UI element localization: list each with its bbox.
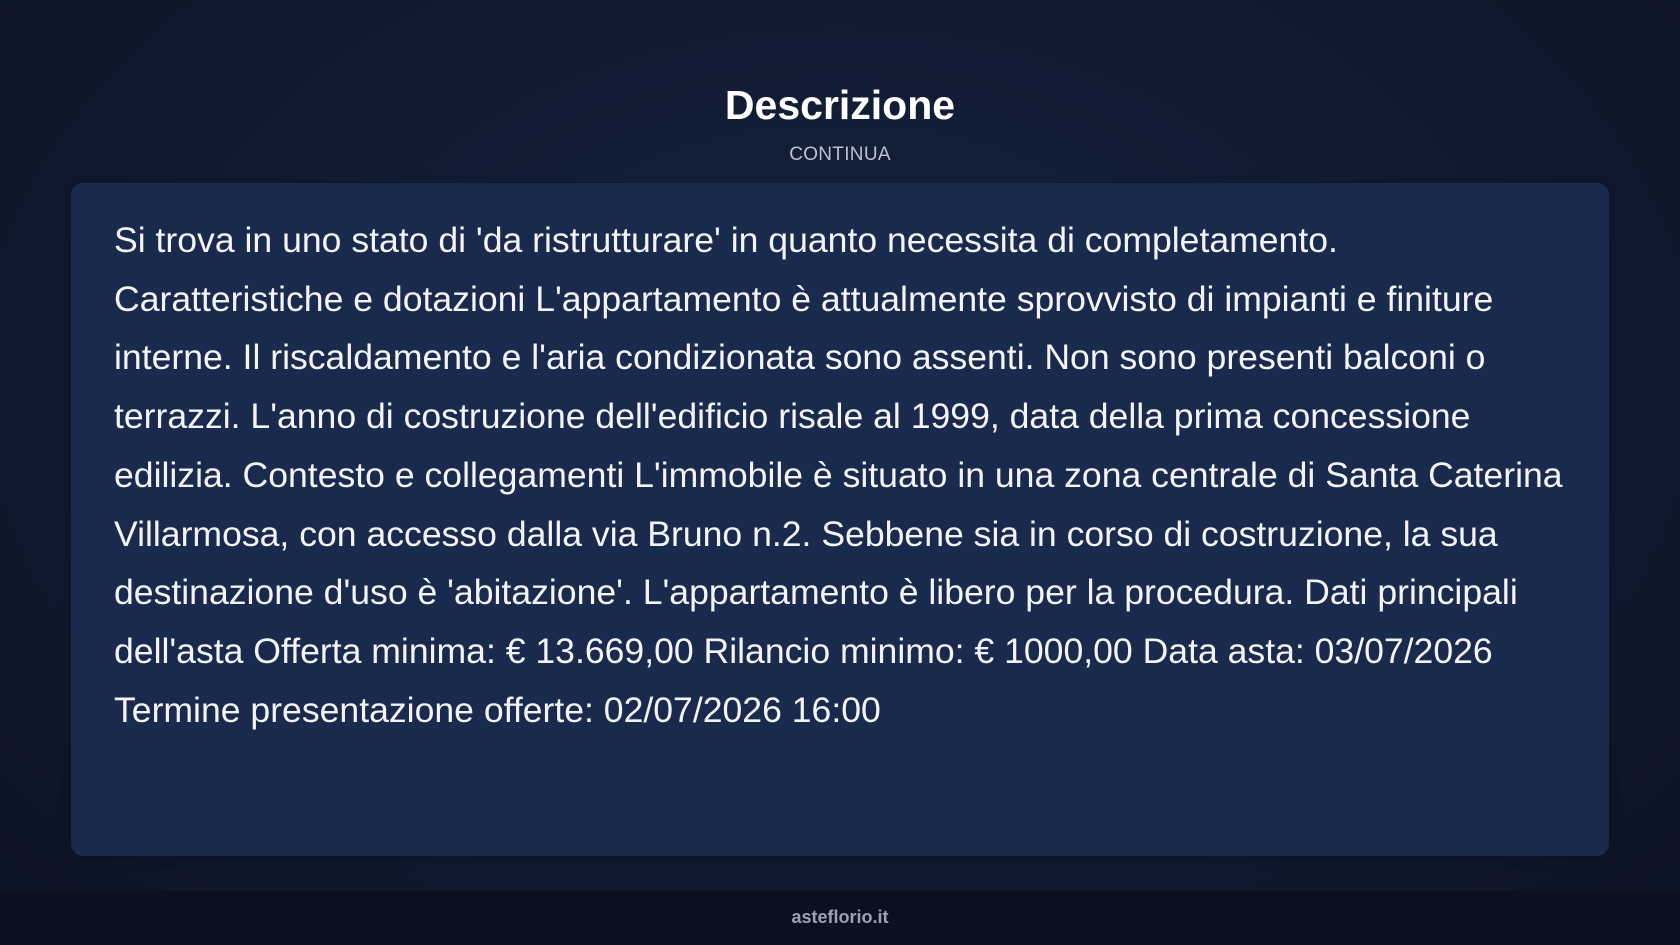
footer <box>0 891 1680 945</box>
page-title: Descrizione <box>724 82 956 128</box>
page-header <box>0 78 1680 166</box>
description-text: Si trova in uno stato di 'da ristrutturare' in quanto necessita di completamento. Caratteristiche e dotazioni L'appartamento è attualmente sprovvisto di impianti e finiture interne. Il riscaldamento e l'aria condizionata sono assenti. Non sono presenti balconi o terrazzi. L'anno di costruzione dell'edificio risale al 1999, data della prima concessione edilizia. Contesto e collegamenti L'immobile è situato in una zona centrale di Santa Caterina Villarmosa, con accesso dalla via Bruno n.2. Sebbene sia in corso di costruzione, la sua destinazione d'uso è 'abitazione'. L'appartamento è libero per la procedura. Dati principali dell'asta Offerta minima: € 13.669,00 Rilancio minimo: € 1000,00 Data asta: 03/07/2026 Termine presentazione offerte: 02/07/2026 16:00 <box>114 220 1563 730</box>
description-card <box>71 183 1609 856</box>
footer-site-name: asteflorio.it <box>791 907 889 927</box>
continue-button[interactable]: CONTINUA <box>789 144 891 165</box>
